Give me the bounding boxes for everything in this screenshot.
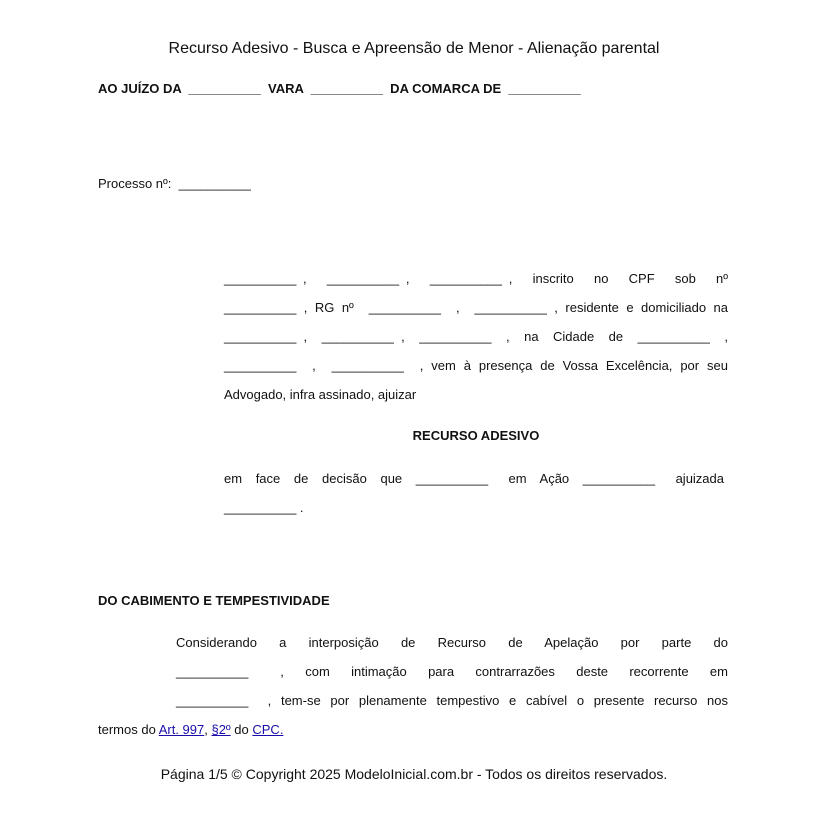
art-997-link[interactable]: Art. 997 [158, 722, 205, 737]
cpc-link[interactable]: CPC. [252, 722, 284, 737]
section-text: do [230, 722, 253, 737]
party-line: Advogado, infra assinado, ajuizar [224, 387, 417, 402]
separator-text: , [204, 722, 212, 737]
section-heading: DO CABIMENTO E TEMPESTIVIDADE [98, 593, 330, 608]
section-paragraph [98, 628, 728, 744]
party-line: __________ , __________ , __________ , na Cidade de __________ , [224, 329, 728, 344]
section-last-line [98, 715, 728, 744]
party-qualification-paragraph [224, 264, 728, 409]
section-line: __________ , com intimação para contrarrazões deste recorrente em [176, 664, 728, 679]
decision-line: em face de decisão que __________ em Ação __________ ajuizada [224, 471, 724, 486]
party-line: __________ , __________ , __________ , inscrito no CPF sob nº [224, 271, 728, 286]
page-footer: Página 1/5 © Copyright 2025 ModeloInicial.com.br - Todos os direitos reservados. [160, 766, 668, 782]
decision-line: __________ . [224, 500, 304, 515]
document-title: Recurso Adesivo - Busca e Apreensão de Menor - Alienação parental [168, 40, 660, 57]
party-line: __________ , __________ , vem à presença de Vossa Excelência, por seu [224, 358, 728, 373]
section-line: __________ , tem-se por plenamente tempestivo e cabível o presente recurso nos [176, 693, 728, 708]
paragraph-2-link[interactable]: §2º [211, 722, 231, 737]
court-header: AO JUÍZO DA __________ VARA __________ DA COMARCA DE __________ [98, 81, 581, 96]
decision-paragraph [224, 464, 724, 522]
process-number-line: Processo nº: __________ [98, 176, 251, 191]
section-line: Considerando a interposição de Recurso de Apelação por parte do [176, 635, 728, 650]
section-text: termos do [98, 722, 159, 737]
party-line: __________ , RG nº __________ , __________ , residente e domiciliado na [224, 300, 728, 315]
petition-heading: RECURSO ADESIVO [412, 428, 540, 443]
